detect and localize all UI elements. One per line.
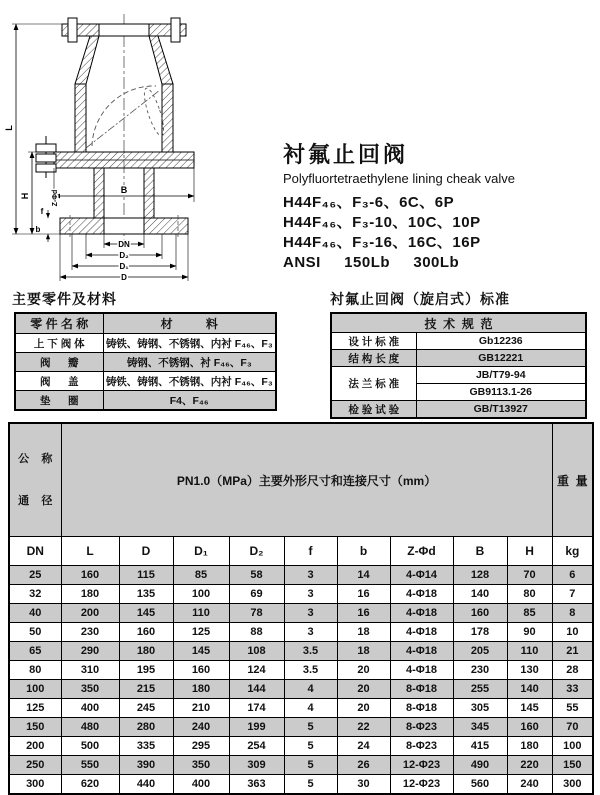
table-cell: 145 <box>507 699 552 718</box>
table-cell: 8-Φ23 <box>390 737 453 756</box>
table-cell: 58 <box>229 566 284 585</box>
model-line: H44F₄₆、F₃-6、6C、6P <box>283 194 455 211</box>
table-cell: 390 <box>119 756 173 775</box>
header-line: 公 称 <box>18 453 53 465</box>
table-cell: 阀 盖 <box>15 372 103 391</box>
table-cell: 178 <box>453 623 507 642</box>
column-header: b <box>337 537 390 566</box>
table-cell: 220 <box>507 756 552 775</box>
table-cell: 160 <box>119 623 173 642</box>
table-cell: 230 <box>61 623 119 642</box>
table-cell: 150 <box>9 718 61 737</box>
table-row <box>9 737 593 756</box>
table-cell: 245 <box>119 699 173 718</box>
table-cell: 100 <box>9 680 61 699</box>
table-cell: 140 <box>453 585 507 604</box>
table-cell: 130 <box>507 661 552 680</box>
table-cell: 135 <box>119 585 173 604</box>
table-cell: 215 <box>119 680 173 699</box>
table-cell: GB12221 <box>416 350 586 367</box>
table-cell: 8-Φ18 <box>390 699 453 718</box>
table-header-row <box>331 313 586 333</box>
table-cell: 5 <box>284 737 337 756</box>
dim-label-D: D <box>121 273 127 282</box>
table-cell: 69 <box>229 585 284 604</box>
table-row <box>9 604 593 623</box>
table-cell: 3.5 <box>284 642 337 661</box>
model-line: H44F₄₆、F₃-16、16C、16P <box>283 234 481 251</box>
table-cell: 70 <box>552 718 593 737</box>
table-cell: 174 <box>229 699 284 718</box>
table-row <box>9 661 593 680</box>
column-header-dn <box>9 423 61 537</box>
column-header-main: PN1.0（MPa）主要外形尺寸和连接尺寸（mm） <box>61 423 552 537</box>
table-cell: 78 <box>229 604 284 623</box>
table-cell: 160 <box>61 566 119 585</box>
table-cell: 21 <box>552 642 593 661</box>
table-cell: 25 <box>9 566 61 585</box>
table-cell: 280 <box>119 718 173 737</box>
table-cell: 4-Φ14 <box>390 566 453 585</box>
table-cell: 128 <box>453 566 507 585</box>
table-cell: 254 <box>229 737 284 756</box>
table-cell: 199 <box>229 718 284 737</box>
table-cell: 150 <box>552 756 593 775</box>
table-row <box>9 566 593 585</box>
table-cell: F4、F₄₆ <box>103 391 276 411</box>
table-cell: 铸钢、不锈钢、衬 F₄₆、F₃ <box>103 353 276 372</box>
table-cell: 300 <box>9 775 61 795</box>
table-cell: 195 <box>119 661 173 680</box>
column-header: f <box>284 537 337 566</box>
dim-label-b: b <box>35 225 41 234</box>
table-cell: 295 <box>173 737 229 756</box>
table-cell: 124 <box>229 661 284 680</box>
dim-label-H: H <box>20 192 30 200</box>
table-cell: 145 <box>173 642 229 661</box>
table-cell: 14 <box>337 566 390 585</box>
table-cell: 10 <box>552 623 593 642</box>
table-cell: 5 <box>284 718 337 737</box>
table-cell: 55 <box>552 699 593 718</box>
table-row <box>15 353 276 372</box>
table-row <box>331 333 586 350</box>
dim-label-L: L <box>4 125 14 131</box>
table-cell: 125 <box>173 623 229 642</box>
table-row <box>15 391 276 411</box>
table-cell: 法 兰 标 准 <box>331 367 416 401</box>
table-cell: 12-Φ23 <box>390 775 453 795</box>
table-cell: 88 <box>229 623 284 642</box>
table-cell: 22 <box>337 718 390 737</box>
table-cell: 415 <box>453 737 507 756</box>
table-row <box>331 350 586 367</box>
table-cell: 20 <box>337 680 390 699</box>
table-cell: 440 <box>119 775 173 795</box>
table-row <box>9 623 593 642</box>
table-cell: 24 <box>337 737 390 756</box>
table-cell: 3 <box>284 623 337 642</box>
dim-label-D1: D₁ <box>119 262 129 271</box>
table-header-row <box>9 537 593 566</box>
table-cell: 4 <box>284 699 337 718</box>
table-cell: 300 <box>552 775 593 795</box>
table-cell: 8-Φ18 <box>390 680 453 699</box>
table-cell: 490 <box>453 756 507 775</box>
table-cell: 110 <box>507 642 552 661</box>
table-row <box>9 699 593 718</box>
table-cell: 20 <box>337 699 390 718</box>
table-cell: 560 <box>453 775 507 795</box>
table-cell: 180 <box>173 680 229 699</box>
table-row <box>9 585 593 604</box>
table-cell: 180 <box>119 642 173 661</box>
model-list <box>283 193 595 273</box>
table-cell: 145 <box>119 604 173 623</box>
table-cell: 阀 瓣 <box>15 353 103 372</box>
table-cell: 85 <box>173 566 229 585</box>
table-header-row <box>9 423 593 537</box>
valve-section-drawing <box>2 6 288 284</box>
dim-label-B: B <box>120 185 128 195</box>
table-cell: 8-Φ23 <box>390 718 453 737</box>
column-header: H <box>507 537 552 566</box>
table-cell: 32 <box>9 585 61 604</box>
table-cell: 26 <box>337 756 390 775</box>
table-cell: 240 <box>173 718 229 737</box>
standards-table <box>330 312 587 419</box>
standards-table-title: 衬氟止回阀（旋启式）标准 <box>330 291 510 307</box>
table-cell: 363 <box>229 775 284 795</box>
table-cell: 3 <box>284 566 337 585</box>
table-cell: 65 <box>9 642 61 661</box>
table-cell: 4-Φ18 <box>390 604 453 623</box>
table-cell: 310 <box>61 661 119 680</box>
table-cell: 50 <box>9 623 61 642</box>
table-cell: 210 <box>173 699 229 718</box>
title-block <box>283 138 595 273</box>
table-cell: 180 <box>507 737 552 756</box>
table-cell: 160 <box>173 661 229 680</box>
column-header: B <box>453 537 507 566</box>
table-cell: 8 <box>552 604 593 623</box>
table-cell: 5 <box>284 775 337 795</box>
column-header: kg <box>552 537 593 566</box>
table-cell: 33 <box>552 680 593 699</box>
table-cell: GB/T13927 <box>416 401 586 419</box>
ansi-rating-line: ANSI 150Lb 300Lb <box>283 254 460 271</box>
table-row <box>331 367 586 384</box>
table-cell: 144 <box>229 680 284 699</box>
dim-label-f: f <box>40 207 44 216</box>
column-header: D₁ <box>173 537 229 566</box>
table-row <box>331 401 586 419</box>
table-cell: 205 <box>453 642 507 661</box>
table-cell: 6 <box>552 566 593 585</box>
table-row <box>9 718 593 737</box>
table-cell: 3 <box>284 604 337 623</box>
column-header-weight: 重 量 <box>552 423 593 537</box>
table-cell: 350 <box>173 756 229 775</box>
table-cell: 400 <box>173 775 229 795</box>
table-cell: 309 <box>229 756 284 775</box>
table-cell: 160 <box>507 718 552 737</box>
column-header: 零 件 名 称 <box>15 313 103 334</box>
table-cell: 345 <box>453 718 507 737</box>
table-cell: 铸铁、铸钢、不锈钢、内衬 F₄₆、F₃ <box>103 372 276 391</box>
table-cell: 108 <box>229 642 284 661</box>
table-cell: 3 <box>284 585 337 604</box>
table-cell: 40 <box>9 604 61 623</box>
table-cell: 230 <box>453 661 507 680</box>
table-cell: 4-Φ18 <box>390 623 453 642</box>
table-cell: 200 <box>9 737 61 756</box>
table-cell: 4-Φ18 <box>390 642 453 661</box>
model-line: H44F₄₆、F₃-10、10C、10P <box>283 214 481 231</box>
table-cell: 100 <box>173 585 229 604</box>
table-cell: 500 <box>61 737 119 756</box>
table-cell: 18 <box>337 642 390 661</box>
page-subtitle: Polyfluortetraethylene lining cheak valve <box>283 171 515 186</box>
table-cell: 550 <box>61 756 119 775</box>
table-cell: 3.5 <box>284 661 337 680</box>
table-cell: 255 <box>453 680 507 699</box>
parts-materials-table <box>14 312 277 411</box>
table-cell: 结 构 长 度 <box>331 350 416 367</box>
column-header: L <box>61 537 119 566</box>
table-cell: 240 <box>507 775 552 795</box>
header-line: 通 径 <box>18 495 53 507</box>
table-cell: 180 <box>61 585 119 604</box>
parts-table-title: 主要零件及材料 <box>12 291 117 307</box>
column-header: D <box>119 537 173 566</box>
table-row <box>9 756 593 775</box>
table-row <box>9 680 593 699</box>
column-header: D₂ <box>229 537 284 566</box>
table-cell: 12-Φ23 <box>390 756 453 775</box>
dim-label-D2: D₂ <box>119 251 129 260</box>
table-cell: JB/T79-94 <box>416 367 586 384</box>
table-row <box>9 642 593 661</box>
column-header: DN <box>9 537 61 566</box>
table-cell: 20 <box>337 661 390 680</box>
table-cell: 设 计 标 准 <box>331 333 416 350</box>
table-cell: 305 <box>453 699 507 718</box>
table-cell: 200 <box>61 604 119 623</box>
table-cell: 115 <box>119 566 173 585</box>
table-cell: 检 验 试 验 <box>331 401 416 419</box>
table-cell: 160 <box>453 604 507 623</box>
column-header: Z-Φd <box>390 537 453 566</box>
table-cell: 5 <box>284 756 337 775</box>
table-cell: Gb12236 <box>416 333 586 350</box>
table-cell: 4-Φ18 <box>390 585 453 604</box>
table-cell: 30 <box>337 775 390 795</box>
table-cell: 290 <box>61 642 119 661</box>
table-cell: 上 下 阀 体 <box>15 334 103 353</box>
table-cell: 18 <box>337 623 390 642</box>
table-cell: 400 <box>61 699 119 718</box>
table-cell: 620 <box>61 775 119 795</box>
table-cell: 7 <box>552 585 593 604</box>
column-header: 材 料 <box>103 313 276 334</box>
table-cell: 350 <box>61 680 119 699</box>
table-cell: 70 <box>507 566 552 585</box>
table-cell: 480 <box>61 718 119 737</box>
table-cell: 4 <box>284 680 337 699</box>
table-cell: 28 <box>552 661 593 680</box>
dim-label-z-phi-d: Z-Φd <box>52 189 59 207</box>
table-cell: 80 <box>9 661 61 680</box>
table-row <box>9 775 593 795</box>
table-cell: 16 <box>337 585 390 604</box>
table-cell: 16 <box>337 604 390 623</box>
table-cell: GB9113.1-26 <box>416 384 586 401</box>
table-header-row <box>15 313 276 334</box>
column-header: 技 术 规 范 <box>331 313 586 333</box>
table-cell: 85 <box>507 604 552 623</box>
table-cell: 250 <box>9 756 61 775</box>
table-cell: 铸铁、铸钢、不锈钢、内衬 F₄₆、F₃ <box>103 334 276 353</box>
table-cell: 100 <box>552 737 593 756</box>
table-row <box>15 334 276 353</box>
table-row <box>15 372 276 391</box>
dim-label-DN: DN <box>118 240 130 249</box>
table-cell: 90 <box>507 623 552 642</box>
table-cell: 335 <box>119 737 173 756</box>
page-title: 衬氟止回阀 <box>283 142 409 167</box>
table-cell: 80 <box>507 585 552 604</box>
table-cell: 140 <box>507 680 552 699</box>
table-cell: 垫 圈 <box>15 391 103 411</box>
table-cell: 4-Φ18 <box>390 661 453 680</box>
table-cell: 110 <box>173 604 229 623</box>
dimensions-table <box>8 422 594 795</box>
table-cell: 125 <box>9 699 61 718</box>
